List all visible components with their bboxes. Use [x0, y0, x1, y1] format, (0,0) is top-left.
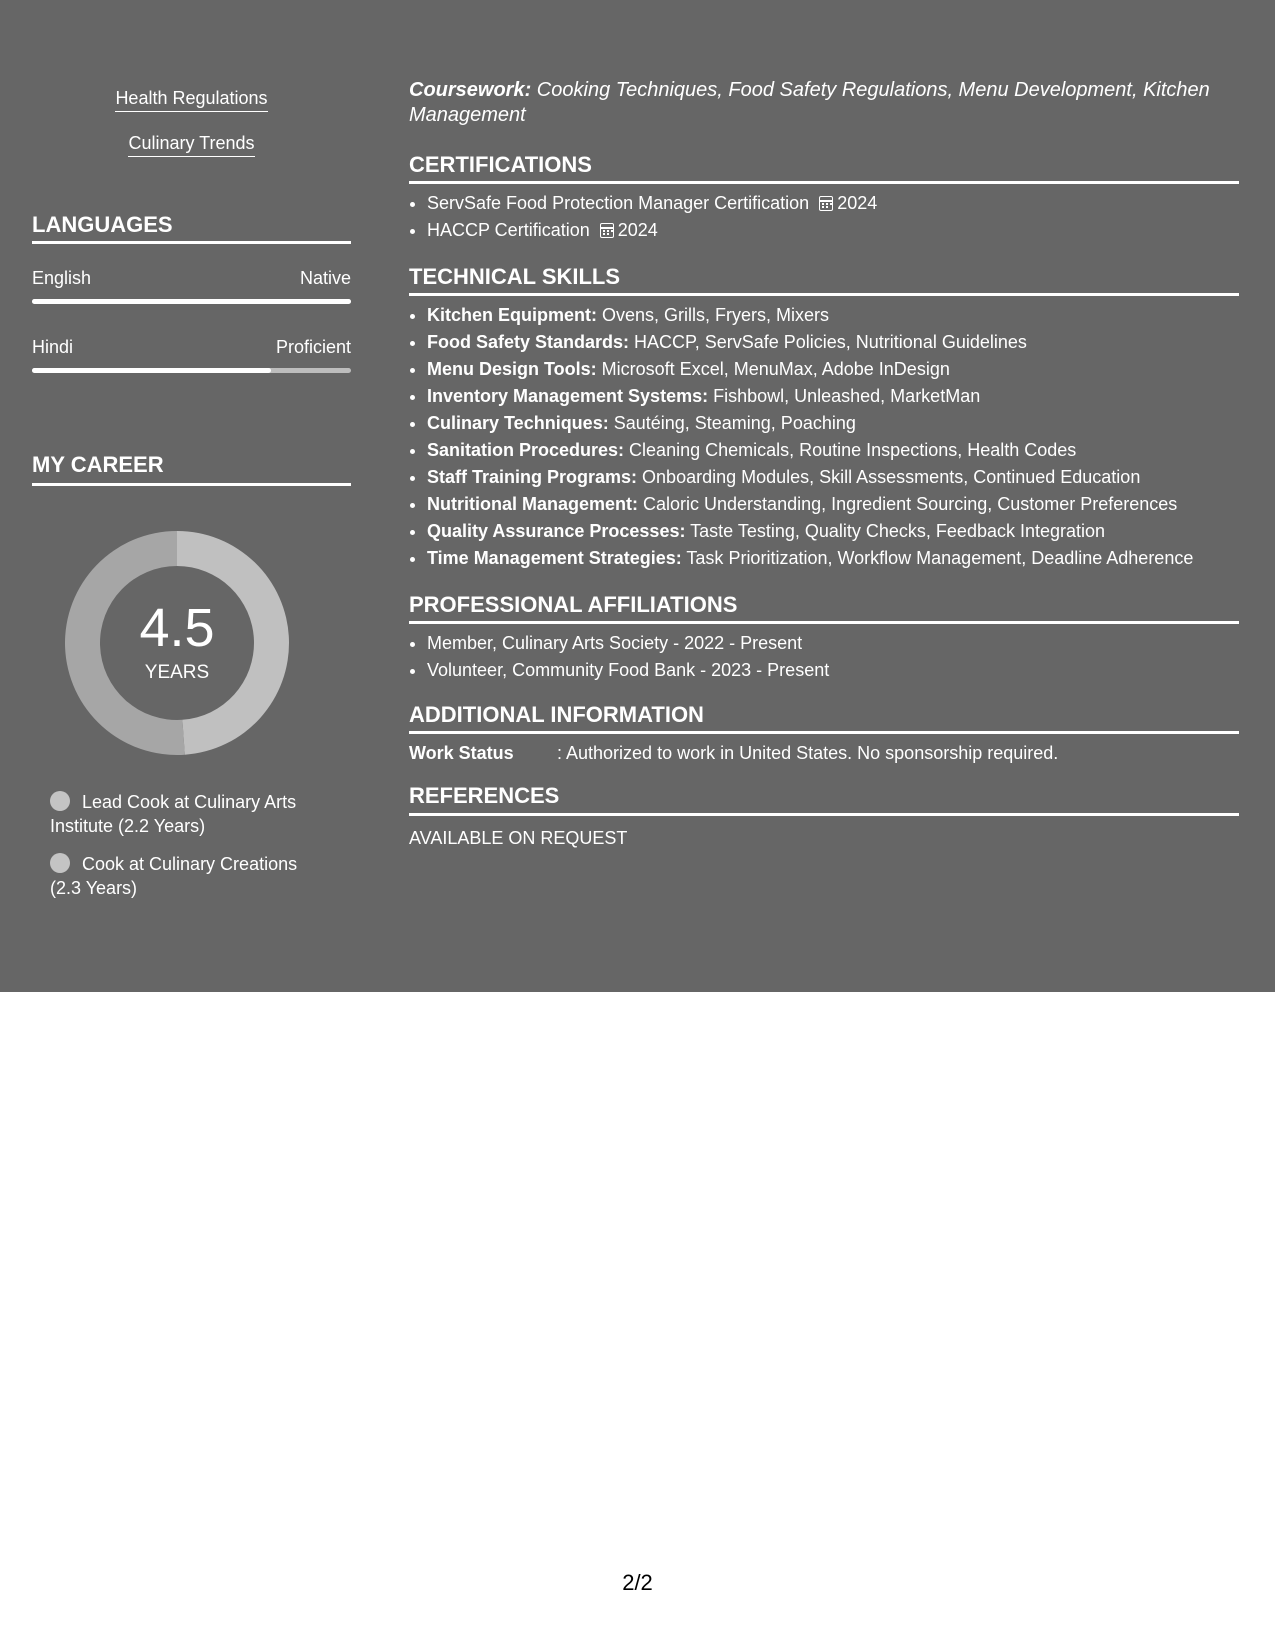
legend-label: Cook at Culinary Creations (2.3 Years) — [50, 854, 298, 898]
skill-value: HACCP, ServSafe Policies, Nutritional Guidelines — [629, 332, 1027, 352]
technical-skills-list — [409, 302, 1257, 572]
languages-rule — [32, 241, 351, 244]
list-item — [427, 545, 1257, 572]
list-item — [427, 491, 1257, 518]
legend-dot — [50, 853, 70, 873]
list-item — [427, 410, 1257, 437]
skill-label: Menu Design Tools: — [427, 359, 597, 379]
skill-value: Microsoft Excel, MenuMax, Adobe InDesign — [596, 359, 950, 379]
list-item — [427, 190, 1257, 217]
page-number: 2/2 — [622, 1570, 653, 1595]
list-item — [427, 437, 1257, 464]
skill-value: Cleaning Chemicals, Routine Inspections, Health Codes — [624, 440, 1077, 460]
career-legend-item — [50, 852, 320, 900]
skill-value: Ovens, Grills, Fryers, Mixers — [597, 305, 830, 325]
language-level: Proficient — [275, 337, 351, 357]
legend-label: Lead Cook at Culinary Arts Institute (2.2 Years) — [50, 792, 297, 836]
calendar-icon — [819, 196, 833, 211]
work-status-value: : Authorized to work in United States. No sponsorship required. — [557, 743, 1059, 763]
language-bar-english — [32, 299, 351, 304]
skill-label: Inventory Management Systems: — [427, 386, 709, 406]
additional-info-rule — [409, 731, 1239, 734]
calendar-icon — [600, 223, 614, 238]
additional-info-title: ADDITIONAL INFORMATION — [409, 702, 704, 727]
skill-label: Staff Training Programs: — [427, 467, 638, 487]
list-item — [427, 518, 1257, 545]
certifications-rule — [409, 181, 1239, 184]
coursework-label: Coursework: — [409, 79, 532, 101]
list-item — [427, 356, 1257, 383]
language-bar-fill — [32, 368, 271, 373]
career-legend-item — [50, 790, 320, 838]
certifications-title: CERTIFICATIONS — [409, 152, 592, 177]
technical-skills-title: TECHNICAL SKILLS — [409, 264, 621, 289]
skill-value: Sautéing, Steaming, Poaching — [608, 413, 856, 433]
career-years-unit: YEARS — [144, 662, 210, 683]
career-total-years: 4.5 — [139, 598, 215, 658]
references-rule — [409, 813, 1239, 816]
skill-link-health-regulations[interactable]: Health Regulations — [32, 88, 351, 109]
skill-value: Taste Testing, Quality Checks, Feedback Integration — [685, 521, 1106, 541]
affiliations-rule — [409, 621, 1239, 624]
work-status-label: Work Status — [409, 743, 514, 763]
language-level: Native — [299, 268, 351, 288]
career-rule — [32, 483, 351, 486]
language-name: English — [32, 268, 92, 288]
skill-value: Fishbowl, Unleashed, MarketMan — [708, 386, 981, 406]
list-item — [427, 302, 1257, 329]
skill-label: Food Safety Standards: — [427, 332, 630, 352]
skill-label: Quality Assurance Processes: — [427, 521, 686, 541]
language-bar-hindi — [32, 368, 351, 373]
skill-label: Time Management Strategies: — [427, 548, 682, 568]
skill-label: Culinary Techniques: — [427, 413, 609, 433]
skill-value: Task Prioritization, Workflow Management, Deadline Adherence — [681, 548, 1194, 568]
legend-dot — [50, 791, 70, 811]
certification-year: 2024 — [617, 220, 658, 240]
references-text: AVAILABLE ON REQUEST — [409, 828, 628, 848]
career-title: MY CAREER — [32, 452, 164, 477]
career-donut-chart — [62, 528, 292, 758]
certification-year: 2024 — [837, 193, 878, 213]
list-item — [427, 383, 1257, 410]
coursework — [409, 78, 1239, 128]
list-item: • Volunteer, Community Food Bank - 2023 - Present — [427, 657, 1257, 684]
list-item — [427, 329, 1257, 356]
list-item: • Member, Culinary Arts Society - 2022 - Present — [427, 630, 1257, 657]
languages-title: LANGUAGES — [32, 212, 173, 237]
language-name: Hindi — [32, 337, 74, 357]
affiliations-title: PROFESSIONAL AFFILIATIONS — [409, 592, 738, 617]
list-item — [427, 217, 1257, 244]
technical-skills-rule — [409, 293, 1239, 296]
certifications-list — [409, 190, 1257, 244]
references-title: REFERENCES — [409, 783, 560, 808]
skill-link-culinary-trends[interactable]: Culinary Trends — [32, 133, 351, 154]
skill-value: Onboarding Modules, Skill Assessments, Continued Education — [637, 467, 1141, 487]
list-item — [427, 464, 1257, 491]
certification-name: ServSafe Food Protection Manager Certification — [427, 193, 810, 213]
skill-value: Caloric Understanding, Ingredient Sourcing, Customer Preferences — [638, 494, 1178, 514]
work-status-row — [409, 743, 1239, 764]
skill-label: Sanitation Procedures: — [427, 440, 625, 460]
coursework-text: Cooking Techniques, Food Safety Regulations, Menu Development, Kitchen Management — [409, 79, 1210, 126]
skill-label: Kitchen Equipment: — [427, 305, 597, 325]
language-bar-fill — [32, 299, 351, 304]
certification-name: HACCP Certification — [427, 220, 590, 240]
skill-label: Nutritional Management: — [427, 494, 639, 514]
affiliations-list — [409, 630, 1257, 684]
